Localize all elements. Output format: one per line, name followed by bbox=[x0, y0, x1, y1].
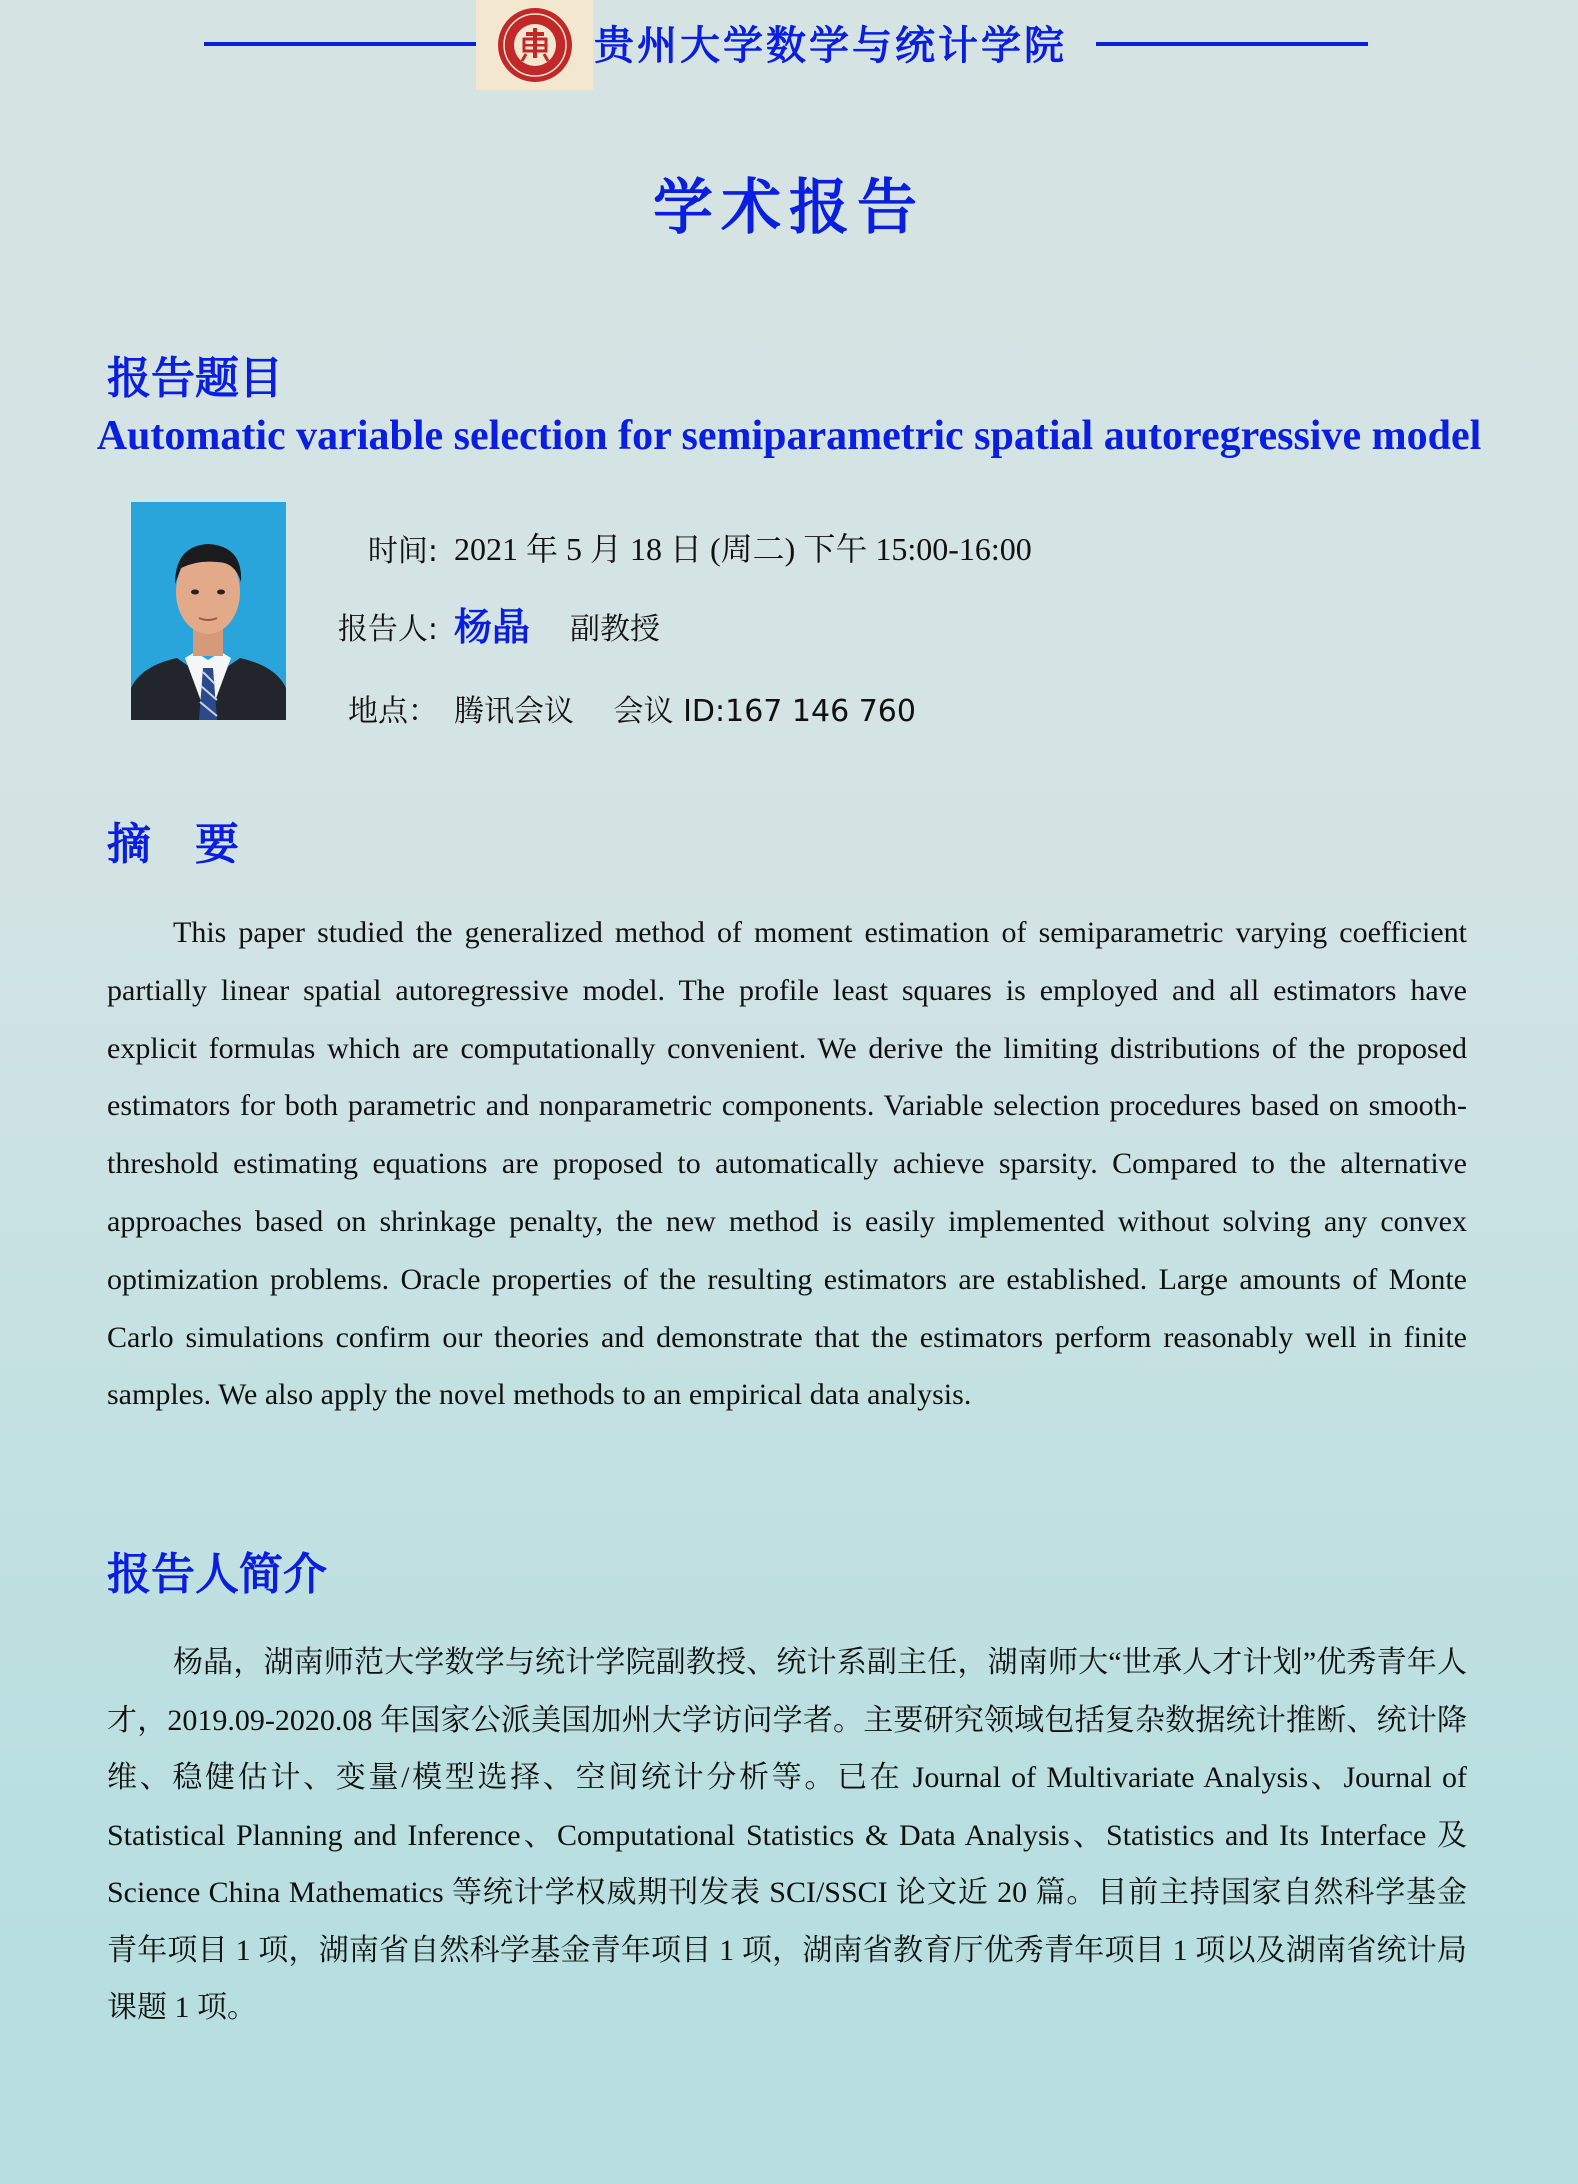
bio-text: 杨晶，湖南师范大学数学与统计学院副教授、统计系副主任，湖南师大“世承人才计划”优秀青年人才，2019.09-2020.08 年国家公派美国加州大学访问学者。主要研究领域包括复杂数据统计推断、统计降维、稳健估计、变量/模型选择、空间统计分析等。已在 Journal of Multivariate Analysis、Journal of Statistical Planning and Inference、Computational Statistics & Data Analysis、Statistics and Its Interface 及 Science China Mathematics 等统计学权威期刊发表 SCI/SSCI 论文近 20 篇。目前主持国家自然科学基金青年项目 1 项，湖南省自然科学基金青年项目 1 项，湖南省教育厅优秀青年项目 1 项以及湖南省统计局课题 1 项。 bbox=[107, 1646, 1467, 2024]
speaker-photo bbox=[131, 502, 286, 720]
speaker-name: 杨晶 bbox=[454, 605, 531, 649]
page-header bbox=[0, 0, 1578, 92]
abstract-text: This paper studied the generalized method of moment estimation of semiparametric varying coefficient partially linear spatial autoregressive model. The profile least squares is employed and all estimators have explicit formulas which are computationally convenient. We derive the limiting distributions of the proposed estimators for both parametric and nonparametric components. Variable selection procedures based on smooth-threshold estimating equations are proposed to automatically achieve sparsity. Compared to the alternative approaches based on shrinkage penalty, the new method is easily implemented without solving any convex optimization problems. Oracle properties of the resulting estimators are established. Large amounts of Monte Carlo simulations confirm our theories and demonstrate that the estimators perform reasonably well in finite samples. We also apply the novel methods to an empirical data analysis. bbox=[107, 916, 1467, 1412]
university-logo bbox=[476, 0, 593, 90]
school-name: 贵州大学数学与统计学院 bbox=[594, 22, 1067, 69]
header-rule-left bbox=[204, 42, 476, 46]
time-label: 时间: bbox=[367, 534, 438, 569]
location-label: 地点： bbox=[348, 694, 438, 729]
header-rule-right bbox=[1096, 42, 1368, 46]
bio-heading: 报告人简介 bbox=[107, 1549, 327, 1600]
topic-heading: 报告题目 bbox=[107, 353, 283, 404]
abstract-heading: 摘 要 bbox=[107, 819, 239, 870]
time-value: 2021 年 5 月 18 日 (周二) 下午 15:00-16:00 bbox=[454, 531, 1032, 567]
talk-title: Automatic variable selection for semiparametric spatial autoregressive model bbox=[96, 413, 1482, 459]
page-title: 学术报告 bbox=[653, 173, 925, 243]
speaker-title: 副教授 bbox=[570, 612, 660, 647]
guizhou-university-seal-icon bbox=[496, 6, 574, 84]
speaker-label: 报告人: bbox=[337, 612, 438, 647]
location-value: 腾讯会议 会议 ID:167 146 760 bbox=[454, 694, 916, 729]
